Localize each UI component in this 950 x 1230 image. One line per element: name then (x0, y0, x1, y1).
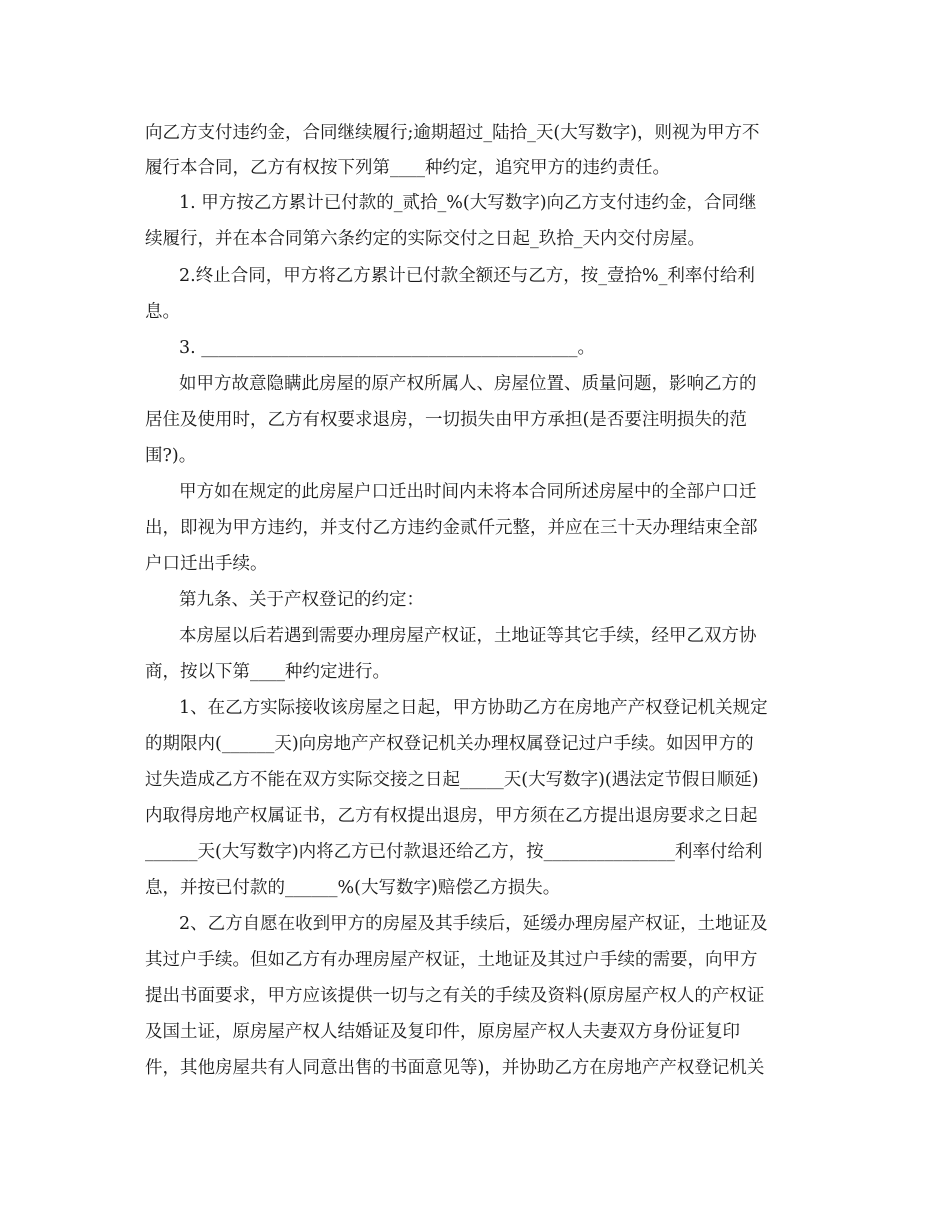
text-line: 件，其他房屋共有人同意出售的书面意见等)，并协助乙方在房地产产权登记机关 (145, 1058, 765, 1078)
text-line: 1. 甲方按乙方累计已付款的_贰拾_%(大写数字)向乙方支付违约金，合同继 (179, 193, 757, 213)
text-line: ______天(大写数字)内将乙方已付款退还给乙方，按_______________利率付给利 (145, 842, 763, 862)
text-line: 出，即视为甲方违约，并支付乙方违约金贰仟元整，并应在三十天办理结束全部 (145, 518, 758, 538)
text-line: 2.终止合同，甲方将乙方累计已付款全额还与乙方，按_壹拾%_利率付给利 (179, 266, 755, 286)
text-line: 甲方如在规定的此房屋户口迁出时间内未将本合同所述房屋中的全部户口迁 (179, 482, 757, 502)
text-line: 本房屋以后若遇到需要办理房屋产权证，土地证等其它手续，经甲乙双方协 (179, 626, 757, 646)
text-line: 续履行，并在本合同第六条约定的实际交付之日起_玖拾_天内交付房屋。 (145, 229, 705, 249)
text-line: 户口迁出手续。 (145, 554, 268, 574)
text-line: 息，并按已付款的______%(大写数字)赔偿乙方损失。 (145, 878, 561, 898)
text-line: 居住及使用时，乙方有权要求退房，一切损失由甲方承担(是否要注明损失的范 (145, 410, 747, 430)
text-line: 及国土证，原房屋产权人结婚证及复印件，原房屋产权人夫妻双方身份证复印 (145, 1022, 740, 1042)
text-line: 过失造成乙方不能在双方实际交接之日起_____天(大写数字)(遇法定节假日顺延) (145, 770, 759, 790)
text-line: 2、乙方自愿在收到甲方的房屋及其手续后，延缓办理房屋产权证，土地证及 (179, 914, 768, 934)
text-line: 提出书面要求，甲方应该提供一切与之有关的手续及资料(原房屋产权人的产权证 (145, 986, 765, 1006)
text-line: 的期限内(______天)向房地产产权登记机关办理权属登记过户手续。如因甲方的 (145, 734, 754, 754)
section-heading: 第九条、关于产权登记的约定： (179, 590, 424, 610)
text-line: 向乙方支付违约金，合同继续履行;逾期超过_陆拾_天(大写数字)，则视为甲方不 (145, 123, 760, 143)
text-line: 围?)。 (145, 446, 197, 466)
text-line: 内取得房地产权属证书，乙方有权提出退房，甲方须在乙方提出退房要求之日起 (145, 806, 758, 826)
text-line: 1、在乙方实际接收该房屋之日起，甲方协助乙方在房地产产权登记机关规定 (179, 698, 768, 718)
text-line: 3. ___________________________________________。 (179, 338, 596, 358)
text-line: 如甲方故意隐瞒此房屋的原产权所属人、房屋位置、质量问题，影响乙方的 (179, 374, 757, 394)
text-line: 商，按以下第____种约定进行。 (145, 662, 390, 682)
text-line: 息。 (145, 302, 180, 322)
text-line: 其过户手续。但如乙方有办理房屋产权证，土地证及其过户手续的需要，向甲方 (145, 950, 758, 970)
text-line: 履行本合同，乙方有权按下列第____种约定，追究甲方的违约责任。 (145, 158, 670, 178)
